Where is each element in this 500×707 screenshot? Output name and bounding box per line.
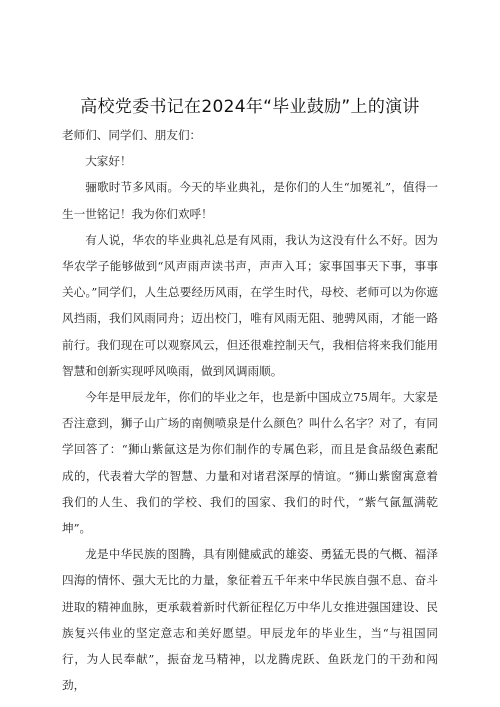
paragraph-greeting: 大家好！ — [85, 154, 132, 169]
speech-body — [62, 122, 438, 698]
paragraph-2: 有人说，华农的毕业典礼总是有风雨，我认为这没有什么不好。因为华农学子能够做到“风声雨声读书声，声声入耳；家事国事天下事，事事关心。”同学们，人生总要经历风雨，在学生时代，母校、老师可以为你遮风挡雨，我们风雨同舟；迈出校门，唯有风雨无阻、驰骋风雨，才能一路前行。我们现在可以观察风云，但还很难控制天气，我相信将来我们能用智慧和创新实现呼风唤雨，做到风调雨顺。 — [62, 232, 438, 378]
paragraph-4: 龙是中华民族的图腾，具有刚健威武的雄姿、勇猛无畏的气概、福泽四海的情怀、强大无比的力量，象征着五千年来中华民族自强不息、奋斗进取的精神血脉，更承载着新时代新征程亿万中华儿女推进强国建设、民族复兴伟业的坚定意志和美好愿望。甲辰龙年的毕业生，当“与祖国同行，为人民奉献”，振奋龙马精神，以龙腾虎跃、鱼跃龙门的干劲和闯劲， — [62, 547, 438, 693]
salutation: 老师们、同学们、朋友们： — [62, 128, 202, 142]
paragraph-3: 今年是甲辰龙年，你们的毕业之年，也是新中国成立75周年。大家是否注意到，狮子山广场的南侧喷泉是什么颜色？叫什么名字？对了，有同学回答了：“狮山紫氤这是为你们制作的专属色彩，而且是食品级色素配成的，代表着大学的智慧、力量和对诸君深厚的情谊。“狮山紫窗寓意着我们的人生、我们的学校、我们的国家、我们的时代，“紫气氤氲满乾坤”。 — [62, 390, 438, 536]
paragraph-1: 骊歌时节多风雨。今天的毕业典礼，是你们的人生“加冕礼”，值得一生一世铭记！我为你们欢呼！ — [62, 180, 438, 221]
page-title: 高校党委书记在2024年“毕业鼓励”上的演讲 — [80, 97, 420, 117]
